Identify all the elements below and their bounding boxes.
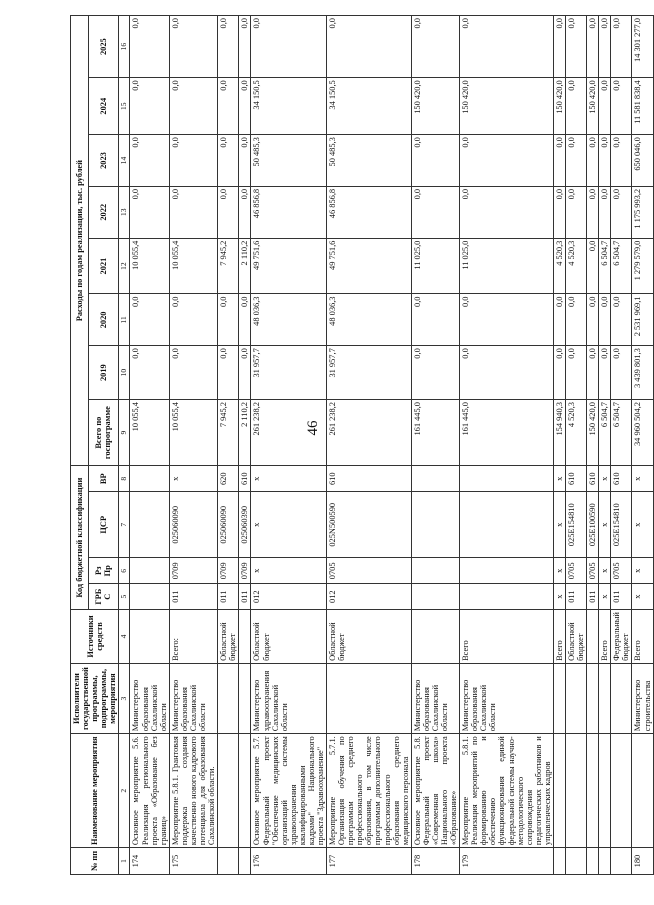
row-year-value: 6 504,7 [611, 238, 632, 294]
row-grbs: 012 [251, 584, 327, 610]
row-year-value: 0,0 [239, 16, 251, 78]
table-body [119, 16, 653, 875]
row-vr: х [553, 466, 565, 492]
row-executor [566, 663, 587, 733]
row-csr: 025060390 [239, 492, 251, 558]
row-grbs: 011 [169, 584, 217, 610]
row-year-value: 0,0 [587, 238, 599, 294]
row-year-value: 0,0 [169, 78, 217, 135]
row-year-value: 0,0 [239, 346, 251, 400]
row-number [599, 848, 611, 875]
row-rzpr: 0705 [611, 558, 632, 584]
row-year-value: 0,0 [460, 346, 554, 400]
row-year-value: 0,0 [599, 78, 611, 135]
row-csr: 025060090 [218, 492, 239, 558]
row-number [566, 848, 587, 875]
row-rzpr: 0705 [566, 558, 587, 584]
col-header-year: 2021 [88, 238, 119, 294]
column-number: 14 [119, 135, 130, 187]
row-source: Всего [632, 610, 653, 664]
row-year-value: 0,0 [251, 16, 327, 78]
row-vr: х [599, 466, 611, 492]
row-rzpr: 0709 [239, 558, 251, 584]
row-year-value: 0,0 [566, 346, 587, 400]
row-year-value: 31 957,7 [327, 346, 412, 400]
row-name [599, 734, 611, 848]
row-name [218, 734, 239, 848]
table-row [411, 16, 459, 875]
row-year-value: 0,0 [566, 16, 587, 78]
row-year-value: 0,0 [218, 294, 239, 346]
row-source: Федеральный бюджет [611, 610, 632, 664]
row-number: 174 [130, 848, 169, 875]
row-source [130, 610, 169, 664]
row-year-value: 0,0 [599, 186, 611, 238]
row-year-value: 0,0 [611, 135, 632, 187]
row-executor: Министерство здравоохранения Сахалинской области [251, 663, 327, 733]
row-year-value: 0,0 [460, 294, 554, 346]
col-header-code: Код бюджетной классификации [71, 466, 89, 610]
row-year-value: 0,0 [566, 294, 587, 346]
col-header-year: 2020 [88, 294, 119, 346]
row-grbs: 011 [566, 584, 587, 610]
row-year-value: 0,0 [218, 135, 239, 187]
row-source: Областной бюджет [251, 610, 327, 664]
row-year-value: 650 046,0 [632, 135, 653, 187]
row-year-value: 150 420,0 [411, 78, 459, 135]
col-header-year: 2025 [88, 16, 119, 78]
row-number [239, 848, 251, 875]
row-year-value: 46 856,8 [251, 186, 327, 238]
row-source: Областной бюджет [327, 610, 412, 664]
col-header-name: Наименование мероприятия [71, 734, 119, 848]
table-row [587, 16, 599, 875]
row-rzpr: 0709 [218, 558, 239, 584]
row-csr: х [251, 492, 327, 558]
row-executor [239, 663, 251, 733]
row-number: 176 [251, 848, 327, 875]
row-csr: х [553, 492, 565, 558]
column-number: 11 [119, 294, 130, 346]
row-year-value: 0,0 [169, 346, 217, 400]
row-year-value: 0,0 [218, 346, 239, 400]
row-year-value: 11 025,0 [460, 238, 554, 294]
row-year-value: 0,0 [130, 294, 169, 346]
col-header-expenses: Расходы по годам реализации, тыс. рублей [71, 16, 89, 466]
row-year-value: 0,0 [587, 186, 599, 238]
row-rzpr: х [599, 558, 611, 584]
row-grbs: х [632, 584, 653, 610]
row-year-value: 34 150,5 [251, 78, 327, 135]
row-executor [587, 663, 599, 733]
row-grbs: 012 [327, 584, 412, 610]
row-total: 161 445,0 [411, 400, 459, 466]
row-year-value: 31 957,7 [251, 346, 327, 400]
row-year-value: 4 520,3 [553, 238, 565, 294]
column-number: 15 [119, 78, 130, 135]
col-header-total: Всего по госпрограмме [88, 400, 119, 466]
row-vr: 610 [566, 466, 587, 492]
row-name: Мероприятие 5.7.1. Организация обучения по программам среднего профессионального образования, в том числе программам дополнительного профессионального образования среднего медицинского персонала [327, 734, 412, 848]
col-header-year: 2022 [88, 186, 119, 238]
row-total: 10 055,4 [130, 400, 169, 466]
row-year-value: 11 025,0 [411, 238, 459, 294]
column-number: 16 [119, 16, 130, 78]
row-year-value: 0,0 [553, 16, 565, 78]
row-year-value: 14 301 277,0 [632, 16, 653, 78]
row-year-value: 1 175 993,2 [632, 186, 653, 238]
row-year-value: 0,0 [218, 186, 239, 238]
row-total: 6 504,7 [611, 400, 632, 466]
column-number: 10 [119, 346, 130, 400]
row-year-value: 10 055,4 [130, 238, 169, 294]
rotated-table-container [70, 15, 652, 875]
column-number: 9 [119, 400, 130, 466]
row-year-value: 0,0 [553, 346, 565, 400]
row-rzpr: х [632, 558, 653, 584]
row-csr [130, 492, 169, 558]
col-header-year: 2023 [88, 135, 119, 187]
row-csr: 025E154810 [611, 492, 632, 558]
row-number: 175 [169, 848, 217, 875]
header-row-1 [71, 16, 89, 875]
row-year-value: 6 504,7 [599, 238, 611, 294]
row-grbs: 011 [611, 584, 632, 610]
row-rzpr: 0709 [169, 558, 217, 584]
row-year-value: 0,0 [460, 186, 554, 238]
row-number [553, 848, 565, 875]
row-total: 7 945,2 [218, 400, 239, 466]
row-year-value: 0,0 [411, 294, 459, 346]
row-year-value: 0,0 [130, 16, 169, 78]
row-total: 261 238,2 [251, 400, 327, 466]
column-number: 3 [119, 663, 130, 733]
row-number: 177 [327, 848, 412, 875]
row-year-value: 0,0 [411, 346, 459, 400]
row-year-value: 0,0 [587, 294, 599, 346]
row-grbs: 011 [587, 584, 599, 610]
row-executor: Министерство образования Сахалинской области [411, 663, 459, 733]
row-year-value: 150 420,0 [587, 78, 599, 135]
row-total: 6 504,7 [599, 400, 611, 466]
row-name [239, 734, 251, 848]
row-csr: 025060090 [169, 492, 217, 558]
row-year-value: 0,0 [599, 16, 611, 78]
row-grbs [460, 584, 554, 610]
row-year-value: 0,0 [239, 294, 251, 346]
row-year-value: 0,0 [411, 186, 459, 238]
row-year-value: 0,0 [460, 16, 554, 78]
column-number: 6 [119, 558, 130, 584]
row-executor [218, 663, 239, 733]
row-number: 178 [411, 848, 459, 875]
column-number: 7 [119, 492, 130, 558]
row-year-value: 0,0 [130, 135, 169, 187]
row-csr: х [632, 492, 653, 558]
row-total: 2 110,2 [239, 400, 251, 466]
row-year-value: 0,0 [553, 135, 565, 187]
row-year-value: 0,0 [411, 135, 459, 187]
row-name [632, 734, 653, 848]
row-executor [611, 663, 632, 733]
row-year-value: 0,0 [587, 135, 599, 187]
row-total: 154 940,3 [553, 400, 565, 466]
row-source: Областной бюджет [218, 610, 239, 664]
row-source: Всего [599, 610, 611, 664]
row-number: 179 [460, 848, 554, 875]
row-vr: 610 [611, 466, 632, 492]
row-year-value: 7 945,2 [218, 238, 239, 294]
row-year-value: 0,0 [599, 346, 611, 400]
row-year-value: 0,0 [411, 16, 459, 78]
row-name [587, 734, 599, 848]
row-executor [553, 663, 565, 733]
row-year-value: 0,0 [130, 346, 169, 400]
col-header-rzpr: Рз Пр [88, 558, 119, 584]
row-year-value: 0,0 [553, 294, 565, 346]
row-year-value: 0,0 [218, 16, 239, 78]
column-number: 1 [119, 848, 130, 875]
financing-table [70, 15, 654, 875]
row-year-value: 48 036,3 [327, 294, 412, 346]
row-executor: Министерство образования Сахалинской области [460, 663, 554, 733]
column-number: 13 [119, 186, 130, 238]
row-year-value: 0,0 [587, 346, 599, 400]
row-csr: 025E154810 [566, 492, 587, 558]
row-vr: 610 [587, 466, 599, 492]
row-year-value: 0,0 [599, 294, 611, 346]
row-vr [460, 466, 554, 492]
row-name: Мероприятие 5.8.1. Реализация мероприятий по формированию и обеспечению функционирования единой федеральной системы научно-методологического сопровождения педагогических работников и управленческих кадров [460, 734, 554, 848]
row-vr [411, 466, 459, 492]
row-year-value: 150 420,0 [553, 78, 565, 135]
row-year-value: 150 420,0 [460, 78, 554, 135]
row-source [587, 610, 599, 664]
row-year-value: 0,0 [239, 78, 251, 135]
row-year-value: 0,0 [460, 135, 554, 187]
row-grbs: х [599, 584, 611, 610]
row-grbs [130, 584, 169, 610]
row-grbs: х [553, 584, 565, 610]
column-number: 8 [119, 466, 130, 492]
row-csr [411, 492, 459, 558]
row-year-value: 0,0 [611, 346, 632, 400]
row-year-value: 0,0 [239, 135, 251, 187]
row-total: 10 055,4 [169, 400, 217, 466]
row-total: 4 520,3 [566, 400, 587, 466]
table-row [251, 16, 327, 875]
row-year-value: 34 150,5 [327, 78, 412, 135]
row-number [611, 848, 632, 875]
row-source [239, 610, 251, 664]
row-csr: х [599, 492, 611, 558]
table-row [460, 16, 554, 875]
row-vr: 620 [218, 466, 239, 492]
table-row [327, 16, 412, 875]
row-year-value: 10 055,4 [169, 238, 217, 294]
row-year-value: 2 110,2 [239, 238, 251, 294]
row-year-value: 0,0 [130, 78, 169, 135]
col-header-year: 2024 [88, 78, 119, 135]
row-csr: 025E100590 [587, 492, 599, 558]
row-year-value: 0,0 [611, 78, 632, 135]
row-year-value: 0,0 [130, 186, 169, 238]
row-number: 180 [632, 848, 653, 875]
row-executor [327, 663, 412, 733]
row-year-value: 4 520,3 [566, 238, 587, 294]
row-csr: 025N500590 [327, 492, 412, 558]
row-total: 150 420,0 [587, 400, 599, 466]
row-rzpr: х [553, 558, 565, 584]
row-year-value: 50 485,3 [251, 135, 327, 187]
row-year-value: 0,0 [611, 16, 632, 78]
row-year-value: 0,0 [218, 78, 239, 135]
col-header-grbs: ГРБС [88, 584, 119, 610]
row-year-value: 0,0 [599, 135, 611, 187]
table-row [239, 16, 251, 875]
row-year-value: 50 485,3 [327, 135, 412, 187]
row-vr: х [251, 466, 327, 492]
column-number: 5 [119, 584, 130, 610]
row-year-value: 0,0 [566, 78, 587, 135]
row-grbs: 011 [239, 584, 251, 610]
row-grbs: 011 [218, 584, 239, 610]
row-name: Основное мероприятие 5.6. Реализация регионального проекта «Образование без границ» [130, 734, 169, 848]
table-row [632, 16, 653, 875]
row-number [587, 848, 599, 875]
row-name [566, 734, 587, 848]
page-number: 46 [305, 420, 321, 436]
row-year-value: 2 531 969,1 [632, 294, 653, 346]
table-row [599, 16, 611, 875]
row-year-value: 0,0 [611, 294, 632, 346]
row-year-value: 0,0 [169, 16, 217, 78]
row-vr: х [169, 466, 217, 492]
row-executor: Министерство строительства [632, 663, 653, 733]
row-year-value: 48 036,3 [251, 294, 327, 346]
row-executor [599, 663, 611, 733]
row-year-value: 0,0 [611, 186, 632, 238]
row-source: Всего: [169, 610, 217, 664]
row-vr: 610 [239, 466, 251, 492]
row-vr [130, 466, 169, 492]
col-header-vr: ВР [88, 466, 119, 492]
row-year-value: 0,0 [169, 186, 217, 238]
row-rzpr [411, 558, 459, 584]
row-year-value: 0,0 [587, 16, 599, 78]
row-name: Основное мероприятие 5.7. Федеральный проект "Обеспечение медицинских организаций системы здравоохранения квалифицированными кадрами" Национального проекта "Здравоохранение" [251, 734, 327, 848]
row-total: 261 238,2 [327, 400, 412, 466]
row-source: Всего [460, 610, 554, 664]
col-header-exec: Исполнители государственной программы, подпрограммы, мероприятия [71, 663, 119, 733]
row-name [553, 734, 565, 848]
row-executor: Министерство образования Сахалинской области [130, 663, 169, 733]
row-year-value: 11 581 838,4 [632, 78, 653, 135]
row-year-value: 0,0 [169, 135, 217, 187]
row-year-value: 1 279 579,0 [632, 238, 653, 294]
table-row [566, 16, 587, 875]
row-total: 34 960 504,2 [632, 400, 653, 466]
table-row [169, 16, 217, 875]
row-year-value: 49 751,6 [251, 238, 327, 294]
col-header-source: Источники средств [71, 610, 119, 664]
row-grbs [411, 584, 459, 610]
row-source [411, 610, 459, 664]
row-total: 161 445,0 [460, 400, 554, 466]
table-row [218, 16, 239, 875]
table-row [611, 16, 632, 875]
row-executor: Министерство образования Сахалинской области [169, 663, 217, 733]
row-vr: х [632, 466, 653, 492]
column-number-row [119, 16, 130, 875]
col-header-csr: ЦСР [88, 492, 119, 558]
row-year-value: 0,0 [327, 16, 412, 78]
row-year-value: 3 439 801,3 [632, 346, 653, 400]
column-number: 12 [119, 238, 130, 294]
row-rzpr [460, 558, 554, 584]
row-year-value: 0,0 [553, 186, 565, 238]
col-header-year: 2019 [88, 346, 119, 400]
row-number [218, 848, 239, 875]
table-row [130, 16, 169, 875]
row-year-value: 0,0 [566, 186, 587, 238]
column-number: 2 [119, 734, 130, 848]
row-year-value: 0,0 [566, 135, 587, 187]
table-row [553, 16, 565, 875]
row-rzpr: 0705 [587, 558, 599, 584]
row-rzpr: х [251, 558, 327, 584]
row-year-value: 46 856,8 [327, 186, 412, 238]
row-name: Мероприятие 5.8.1. Грантовая поддержка создания качественно нового кадрового потенциала для образования Сахалинской области. [169, 734, 217, 848]
row-csr [460, 492, 554, 558]
column-number: 4 [119, 610, 130, 664]
row-vr: 610 [327, 466, 412, 492]
col-header-num: № пп [71, 848, 119, 875]
row-year-value: 0,0 [239, 186, 251, 238]
row-rzpr [130, 558, 169, 584]
row-name [611, 734, 632, 848]
row-year-value: 0,0 [169, 294, 217, 346]
row-name: Основное мероприятие 5.8. Федеральный проект «Современная школа» Национального проекта «Образование» [411, 734, 459, 848]
row-source: Областной бюджет [566, 610, 587, 664]
row-rzpr: 0705 [327, 558, 412, 584]
row-source: Всего [553, 610, 565, 664]
row-year-value: 49 751,6 [327, 238, 412, 294]
